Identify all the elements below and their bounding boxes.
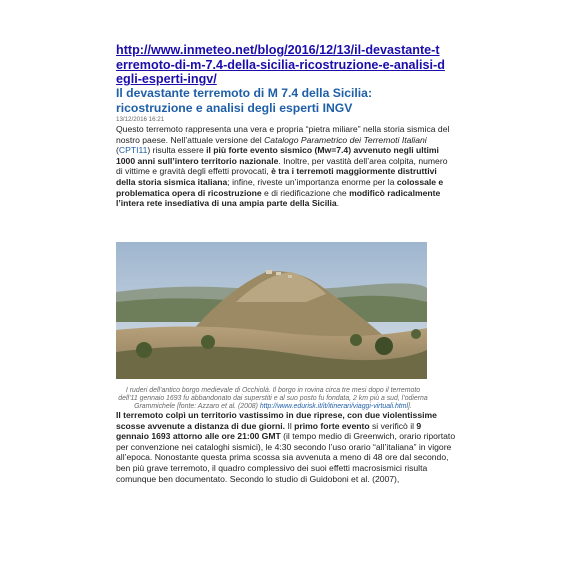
body2-bold-3: 9 gennaio 1693 attorno alle ore 21:00 GMT	[116, 420, 422, 442]
intro-bold-3: colossale e problematica opera di ricostruzione	[116, 176, 444, 198]
intro-text-4: . Inoltre, per vastità dell’area colpita, numero di vittime e gravità degli effetti provocati,	[116, 155, 448, 177]
body2-text-1: Il	[285, 420, 295, 431]
ruins-landscape-photo	[116, 242, 427, 379]
intro-text-5: ; infine, riveste un’importanza enorme per la	[227, 176, 397, 187]
body2-text-2: si verificò il	[369, 420, 417, 431]
intro-text-6: e di riedificazione che	[261, 187, 350, 198]
intro-bold-4: modificò radicalmente l’intera rete insediativa di una ampia parte della Sicilia	[116, 187, 441, 209]
intro-bold-1: il più forte evento sismico (Mw=7.4) avvenuto negli ultimi 1000 anni sull’intero territorio nazionale	[116, 145, 439, 166]
caption-link[interactable]: http://www.edurisk.it/it/itinerari/viaggi-virtuali.html	[259, 403, 409, 411]
catalog-name: Catalogo Parametrico dei Terremoti Italiani	[264, 134, 427, 145]
intro-text-3: ) risulta essere	[147, 145, 207, 156]
body-paragraph-2	[116, 410, 456, 484]
photo-caption	[118, 387, 428, 412]
article-title: Il devastante terremoto di M 7.4 della Sicilia: ricostruzione e analisi degli esperti INGV	[116, 86, 373, 115]
caption-end: ].	[408, 403, 412, 411]
intro-text-1: Questo terremoto rappresenta una vera e propria “pietra miliare” nella storia sismica del nostro paese. Nell’attuale versione del	[116, 124, 450, 145]
body2-bold-1: Il terremoto colpì un territorio vastissimo in due riprese, con due violentissime scosse avvenute a distanza di due giorni.	[116, 410, 437, 431]
article-date: 13/12/2016 16:21	[116, 116, 165, 123]
body2-bold-2: primo forte evento	[294, 420, 370, 431]
intro-text-2: (	[116, 145, 119, 156]
caption-text: I ruderi dell’antico borgo medievale di Occhiolà. Il borgo in rovina circa tre mesi dopo il terremoto dell’11 gennaio 1693 fu abbandonato dai superstiti e al suo posto fu fondata, 2 km più a sud, l’odierna Grammichele [fonte: Azzaro et al. (2008)	[118, 387, 428, 411]
intro-text-7: .	[336, 198, 340, 209]
source-url-link[interactable]: http://www.inmeteo.net/blog/2016/12/13/il-devastante-terremoto-di-m-7.4-della-sicilia-ricostruzione-e-analisi-degli-esperti-ingv/	[116, 43, 445, 87]
intro-bold-2: è tra i terremoti maggiormente distruttivi della storia sismica italiana	[116, 166, 437, 187]
intro-paragraph	[116, 124, 456, 209]
body2-text-3: (il tempo medio di Greenwich, orario riportato per convenzione nei cataloghi sismici), le 4:30 secondo l’uso orario “all’italiana” in vigore all’epoca. Nonostante questa prima scossa sia avvenuta a meno di 48 ore dal secondo, ben più grave terremoto, il quadro complessivo dei suoi effetti macrosismici risulta comunque ben documentato. Secondo lo studio di Guidoboni et al. (2007),	[116, 431, 456, 484]
catalog-code: CPTI11	[118, 145, 148, 156]
